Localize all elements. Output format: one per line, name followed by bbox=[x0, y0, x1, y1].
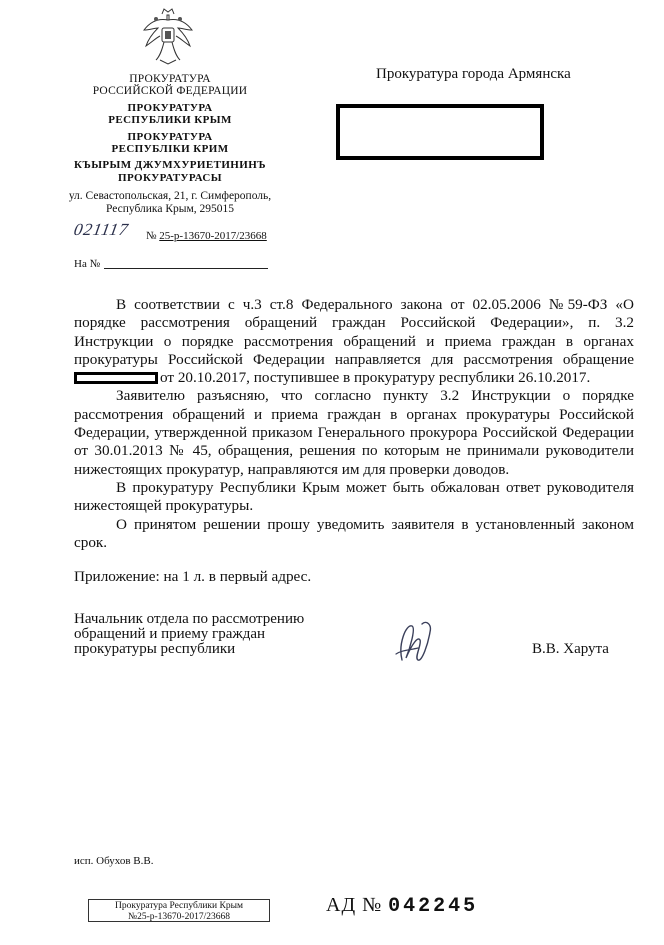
signatory-title-line-3: прокуратуры республики bbox=[74, 641, 236, 657]
registration-stamp bbox=[88, 899, 270, 922]
header-line-5: ПРОКУРАТУРА bbox=[127, 131, 213, 143]
header-line-4: РЕСПУБЛИКИ КРЫМ bbox=[108, 114, 232, 126]
coat-of-arms-emblem bbox=[140, 6, 196, 68]
outgoing-number bbox=[146, 230, 267, 242]
signatory-title-line-1: Начальник отдела по рассмотрению bbox=[74, 611, 305, 627]
signatory-title-line-2: обращений и приему граждан bbox=[74, 626, 266, 642]
paragraph-1 bbox=[74, 296, 634, 387]
serial-prefix: АД № bbox=[326, 894, 383, 916]
header-line-1: ПРОКУРАТУРА bbox=[129, 73, 211, 85]
signer-name: В.В. Харута bbox=[532, 641, 609, 657]
signatory-title bbox=[74, 612, 304, 657]
redacted-name-box bbox=[74, 372, 158, 384]
number-value: 25-р-13670-2017/23668 bbox=[159, 230, 267, 242]
header-address-1: ул. Севастопольская, 21, г. Симферополь, bbox=[68, 190, 272, 202]
paragraph-2: Заявителю разъясняю, что согласно пункту 3.2 Инструкции о порядке рассмотрения обращений и приема граждан в органах прокуратуры Российской Федерации, утвержденной приказом Генерального прокурора Российской Федерации от 30.01.2013 № 45, обращения, решения по которым не принимали руководители нижестоящих прокуратур, направляются им для проверки доводов. bbox=[74, 387, 634, 478]
redacted-address-box bbox=[336, 104, 544, 160]
header-address-2: Республика Крым, 295015 bbox=[105, 203, 235, 215]
paragraph-4: О принятом решении прошу уведомить заявителя в установленный законом срок. bbox=[74, 515, 634, 551]
number-label: № bbox=[146, 230, 157, 242]
serial-number: 042245 bbox=[388, 895, 479, 918]
incoming-number-label: На № bbox=[74, 258, 101, 270]
header-line-8: ПРОКУРАТУРАСЫ bbox=[118, 172, 222, 184]
form-serial bbox=[326, 894, 478, 918]
appendix-note: Приложение: на 1 л. в первый адрес. bbox=[74, 568, 312, 585]
paragraph-1-tail: от 20.10.2017, поступившее в прокуратуру республики 26.10.2017. bbox=[160, 369, 591, 387]
letter-body bbox=[74, 296, 634, 552]
header-line-6: РЕСПУБЛІКИ КРИМ bbox=[111, 143, 229, 155]
registration-line bbox=[72, 220, 284, 244]
stamp-line-2: №25-р-13670-2017/23668 bbox=[128, 911, 230, 922]
stamp-line-1: Прокуратура Республики Крым bbox=[115, 901, 243, 911]
header-line-3: ПРОКУРАТУРА bbox=[127, 102, 213, 114]
executor-note: исп. Обухов В.В. bbox=[74, 855, 154, 867]
recipient-name: Прокуратура города Армянска bbox=[376, 66, 571, 82]
paragraph-3: В прокуратуру Республики Крым может быть обжалован ответ руководителя нижестоящей прокуратуры. bbox=[74, 478, 634, 515]
incoming-number-blank bbox=[104, 268, 268, 269]
header-line-2: РОССИЙСКОЙ ФЕДЕРАЦИИ bbox=[92, 85, 248, 97]
header-line-7: КЪЫРЫМ ДЖУМХУРИЕТИНИНЪ bbox=[74, 159, 266, 171]
handwritten-date: 021117 bbox=[72, 220, 131, 239]
handwritten-signature bbox=[388, 614, 440, 674]
paragraph-1-text: В соответствии с ч.3 ст.8 Федерального закона от 02.05.2006 №59-ФЗ «О порядке рассмотрения обращений граждан Российской Федерации», п. 3.2 Инструкции о порядке рассмотрения обращений и приема граждан в органах прокуратуры Российской Федерации направляется для рассмотрения обращение bbox=[74, 296, 634, 368]
